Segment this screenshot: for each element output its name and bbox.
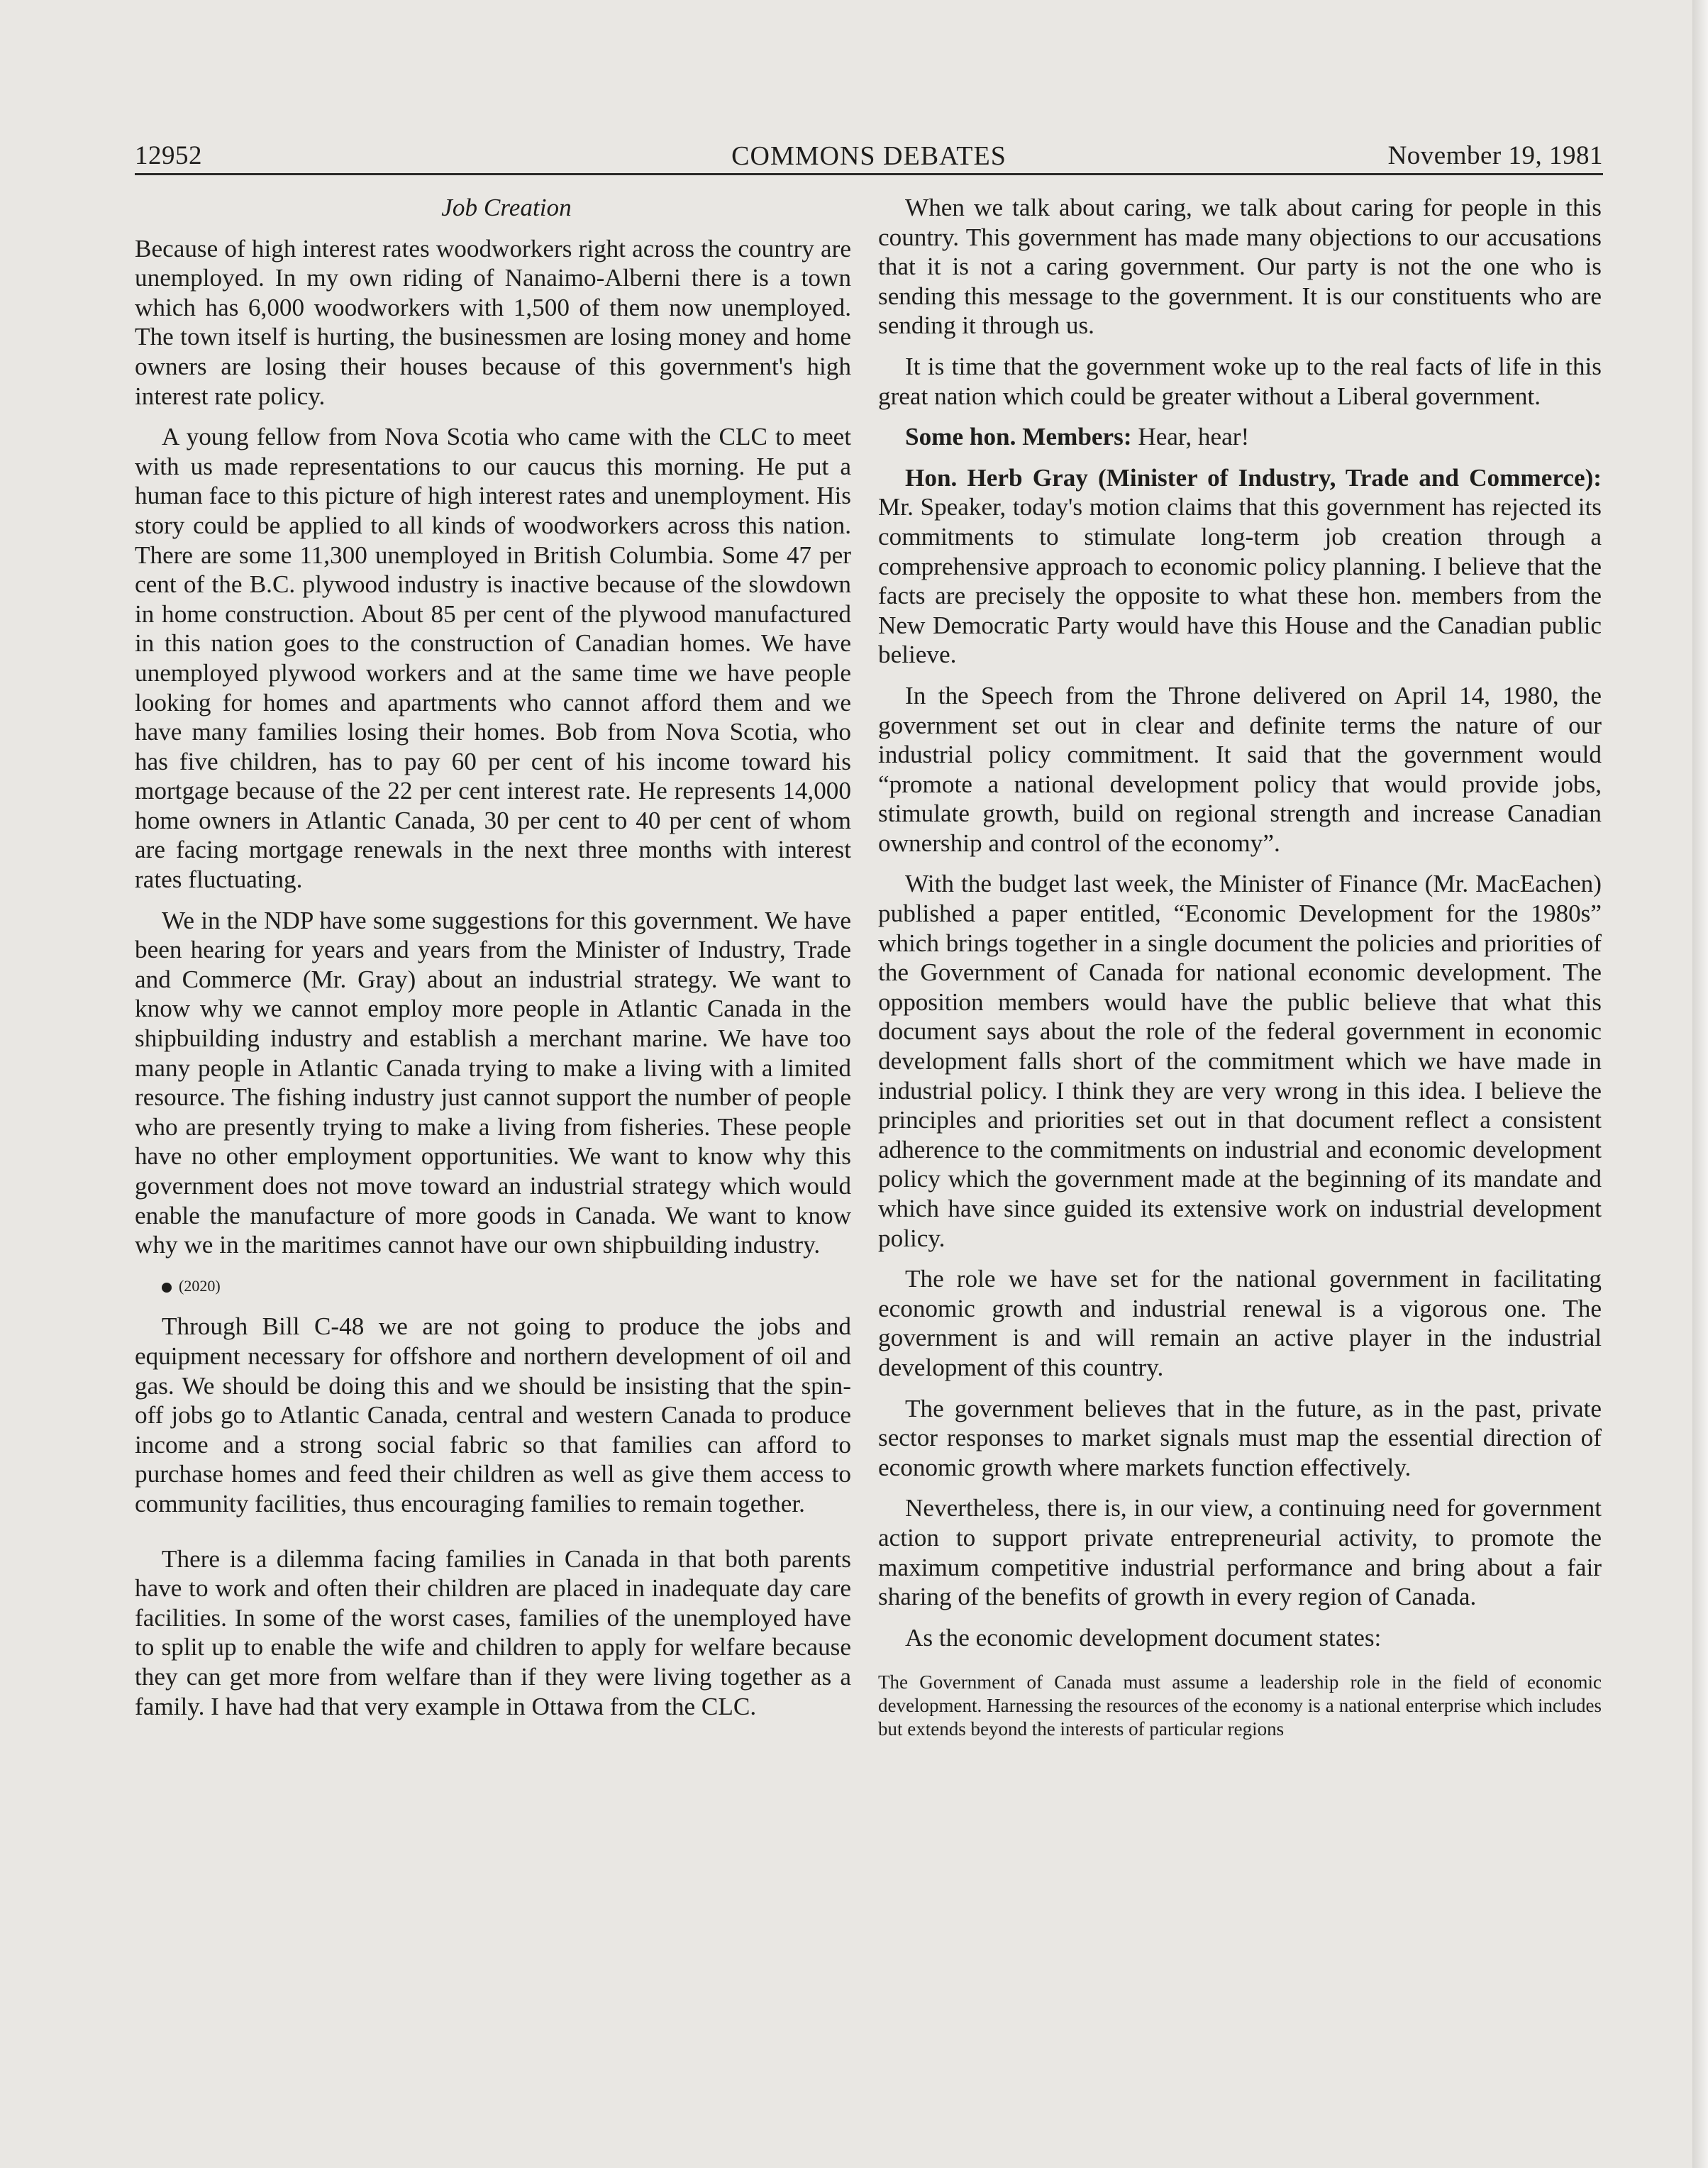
paragraph: The role we have set for the national government in facilitating economic growth and industrial renewal is a vigorous one. The government is and will remain an active player in the industrial development of this country. bbox=[878, 1265, 1602, 1381]
paragraph: As the economic development document states: bbox=[905, 1623, 1382, 1652]
header-rule bbox=[135, 173, 1603, 175]
paragraph: Through Bill C-48 we are not going to produce the jobs and equipment necessary for offshore and northern development of oil and gas. We should be doing this and we should be insisting that the spin-off jobs go to Atlantic Canada, central and western Canada to produce income and a strong social fabric so that families can afford to purchase homes and feed their children as well as give them access to community facilities, thus encouraging families to remain together. bbox=[135, 1312, 851, 1517]
block-quote: The Government of Canada must assume a leadership role in the field of economic development. Harnessing the resources of the economy is a national enterprise which includes but extends beyond the interests of particular regions bbox=[878, 1671, 1602, 1740]
publication-date: November 19, 1981 bbox=[1387, 141, 1603, 170]
time-marker-text: (2020) bbox=[179, 1276, 221, 1295]
paragraph: When we talk about caring, we talk about caring for people in this country. This government has made many objections to our accusations that it is not a caring government. Our party is not the one who is sending this message to the government. It is our constituents who are sending it through us. bbox=[878, 194, 1602, 340]
speaker-name: Hon. Herb Gray (Minister of Industry, Trade and Commerce): bbox=[905, 463, 1602, 492]
publication-title: COMMONS DEBATES bbox=[731, 141, 1006, 171]
paragraph: It is time that the government woke up to the real facts of life in this great nation which could be greater without a Liberal government. bbox=[878, 352, 1602, 410]
section-title: Job Creation bbox=[441, 194, 572, 221]
time-marker bbox=[135, 1271, 851, 1301]
speech-text: Mr. Speaker, today's motion claims that this government has rejected its commitments to stimulate long-term job creation through a comprehensive approach to economic policy planning. I believe that the facts are precisely the opposite to what these hon. members from the New Democratic Party would have this House and the Canadian public believe. bbox=[878, 493, 1602, 669]
bullet-icon bbox=[162, 1283, 172, 1293]
paragraph: A young fellow from Nova Scotia who came with the CLC to meet with us made representations to our caucus this morning. He put a human face to this picture of high interest rates and unemployment. His story could be applied to all kinds of woodworkers across this nation. There are some 11,300 unemployed in British Columbia. Some 47 per cent of the B.C. plywood industry is inactive because of the slowdown in home construction. About 85 per cent of the plywood manufactured in this nation goes to the construction of Canadian homes. We have unemployed plywood workers and at the same time we have people looking for homes and apartments who cannot afford them and we have many families losing their homes. Bob from Nova Scotia, who has five children, has to pay 60 per cent of his income toward his mortgage because of the 22 per cent interest rate. He represents 14,000 home owners in Atlantic Canada, 30 per cent to 40 per cent of whom are facing mortgage renewals in the next three months with interest rates fluctuating. bbox=[135, 423, 851, 894]
right-column bbox=[878, 193, 1602, 1752]
paragraph: We in the NDP have some suggestions for this government. We have been hearing for years and years from the Minister of Industry, Trade and Commerce (Mr. Gray) about an industrial strategy. We want to know why we cannot employ more people in Atlantic Canada in the shipbuilding industry and establish a merchant marine. We have too many people in Atlantic Canada trying to make a living with a limited resource. The fishing industry just cannot support the number of people who are presently trying to make a living from fisheries. These people have no other employment opportunities. We want to know why this government does not move toward an industrial strategy which would enable the manufacture of more goods in Canada. We want to know why we in the maritimes cannot have our own shipbuilding industry. bbox=[135, 906, 851, 1259]
page-edge-shadow bbox=[1692, 0, 1708, 2168]
paragraph: With the budget last week, the Minister of Finance (Mr. MacEachen) published a paper entitled, “Economic Development for the 1980s” which brings together in a single document the policies and priorities of the Government of Canada for national economic development. The opposition members would have the public believe that what this document says about the role of the federal government in economic development falls short of the commitment which we have made in industrial policy. I think they are very wrong in this idea. I believe the principles and priorities set out in that document reflect a consistent adherence to the commitments on industrial and economic development policy which the government made at the beginning of its mandate and which have since guided its extensive work on industrial development policy. bbox=[878, 870, 1602, 1252]
paragraph: Nevertheless, there is, in our view, a continuing need for government action to support private entrepreneurial activity, to promote the maximum competitive industrial performance and bring about a fair sharing of the benefits of growth in every region of Canada. bbox=[878, 1494, 1602, 1611]
speaker-paragraph bbox=[878, 463, 1602, 670]
speech-text: Hear, hear! bbox=[1138, 423, 1250, 451]
paragraph: The government believes that in the future, as in the past, private sector responses to market signals must map the essential direction of economic growth where markets function effectively. bbox=[878, 1394, 1602, 1481]
speaker-interjection bbox=[878, 422, 1602, 452]
page-header bbox=[135, 140, 1603, 172]
paragraph: There is a dilemma facing families in Canada in that both parents have to work and often their children are placed in inadequate day care facilities. In some of the worst cases, families of the unemployed have to split up to enable the wife and children to apply for welfare because they can get more from welfare than if they were living together as a family. I have had that very example in Ottawa from the CLC. bbox=[135, 1544, 851, 1720]
paragraph: Because of high interest rates woodworkers right across the country are unemployed. In my own riding of Nanaimo-Alberni there is a town which has 6,000 woodworkers with 1,500 of them now unemployed. The town itself is hurting, the businessmen are losing money and home owners are losing their houses because of this government's high interest rate policy. bbox=[135, 234, 851, 410]
left-column bbox=[135, 193, 851, 1732]
paragraph: In the Speech from the Throne delivered on April 14, 1980, the government set out in clear and definite terms the nature of our industrial policy commitment. It said that the government would “promote a national development policy that would provide jobs, stimulate growth, build on regional strength and increase Canadian ownership and control of the economy”. bbox=[878, 681, 1602, 857]
speaker-name: Some hon. Members: bbox=[905, 423, 1132, 451]
page-number: 12952 bbox=[135, 141, 202, 170]
